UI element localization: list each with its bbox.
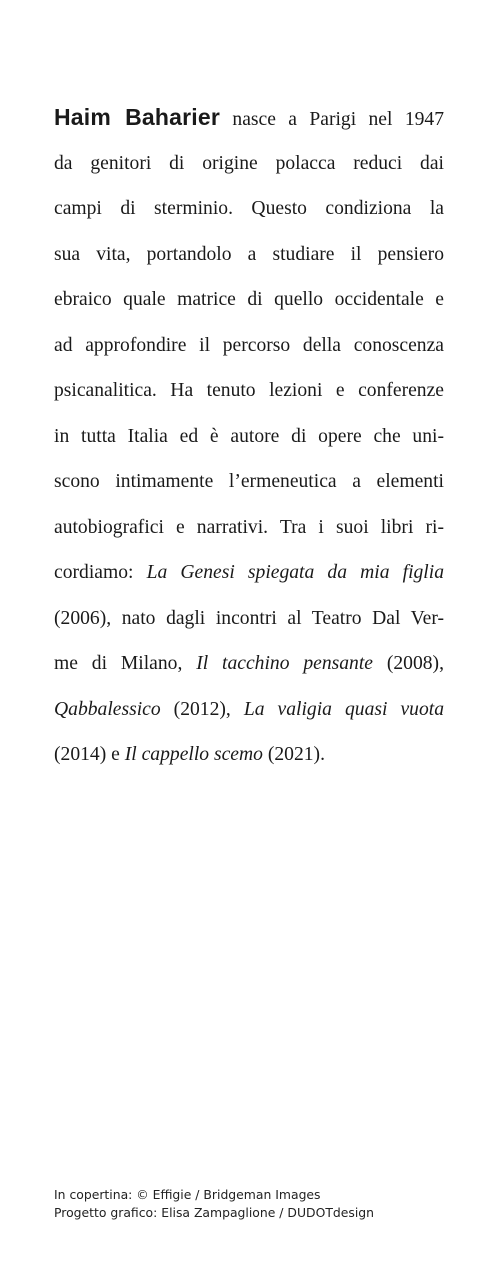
bio-line [54,505,444,551]
bio-text: cordiamo: [54,562,147,583]
bio-line [54,596,444,642]
bio-text: (2012), [160,698,244,720]
bio-line [54,368,444,414]
bio-line [54,186,444,232]
cover-credit: In copertina: © Effigie / Bridgeman Images [54,1187,321,1202]
bio-line [54,550,444,596]
bio-line [54,232,444,278]
book-title: La Genesi spiegata da mia figlia [146,562,444,583]
author-name: Haim Baharier [54,104,221,130]
bio-text: in tutta Italia ed è autore di opere che uni- [54,425,444,447]
bio-line [54,277,444,323]
book-title: Il cappello scemo [124,744,263,765]
book-title: Qabbalessico [54,698,161,720]
bio-text: autobiografici e narrativi. Tra i suoi libri ri- [54,516,444,538]
bio-line [54,732,444,778]
bio-line [54,141,444,187]
bio-text: da genitori di origine polacca reduci dai [54,152,444,174]
bio-text: me di Milano, [54,653,197,674]
bio-line [54,641,444,687]
bio-text: (2021). [262,744,325,765]
book-title: La valigia quasi vuota [243,698,444,720]
bio-line [54,95,444,141]
credits-block [54,1186,374,1221]
bio-line [54,459,444,505]
bio-text: (2008), [373,653,444,674]
bio-line [54,687,444,733]
bio-text: ebraico quale matrice di quello occidentale e [54,289,444,310]
design-credit: Progetto grafico: Elisa Zampaglione / DUDOTdesign [54,1204,374,1220]
bio-text: sua vita, portandolo a studiare il pensiero [54,243,444,265]
bio-line [54,323,444,369]
bio-text: ad approfondire il percorso della conoscenza [54,334,444,356]
bio-line [54,414,444,460]
bio-text: psicanalitica. Ha tenuto lezioni e conferenze [54,380,444,401]
bio-text: (2014) e [54,744,125,765]
bio-text: scono intimamente l’ermeneutica a elementi [54,471,444,492]
bio-text: (2006), nato dagli incontri al Teatro Dal Ver- [54,607,444,629]
bio-text: nasce a Parigi nel 1947 [232,109,445,130]
author-biography [54,95,444,778]
book-title: Il tacchino pensante [196,653,373,674]
bio-text: campi di sterminio. Questo condiziona la [54,198,444,219]
